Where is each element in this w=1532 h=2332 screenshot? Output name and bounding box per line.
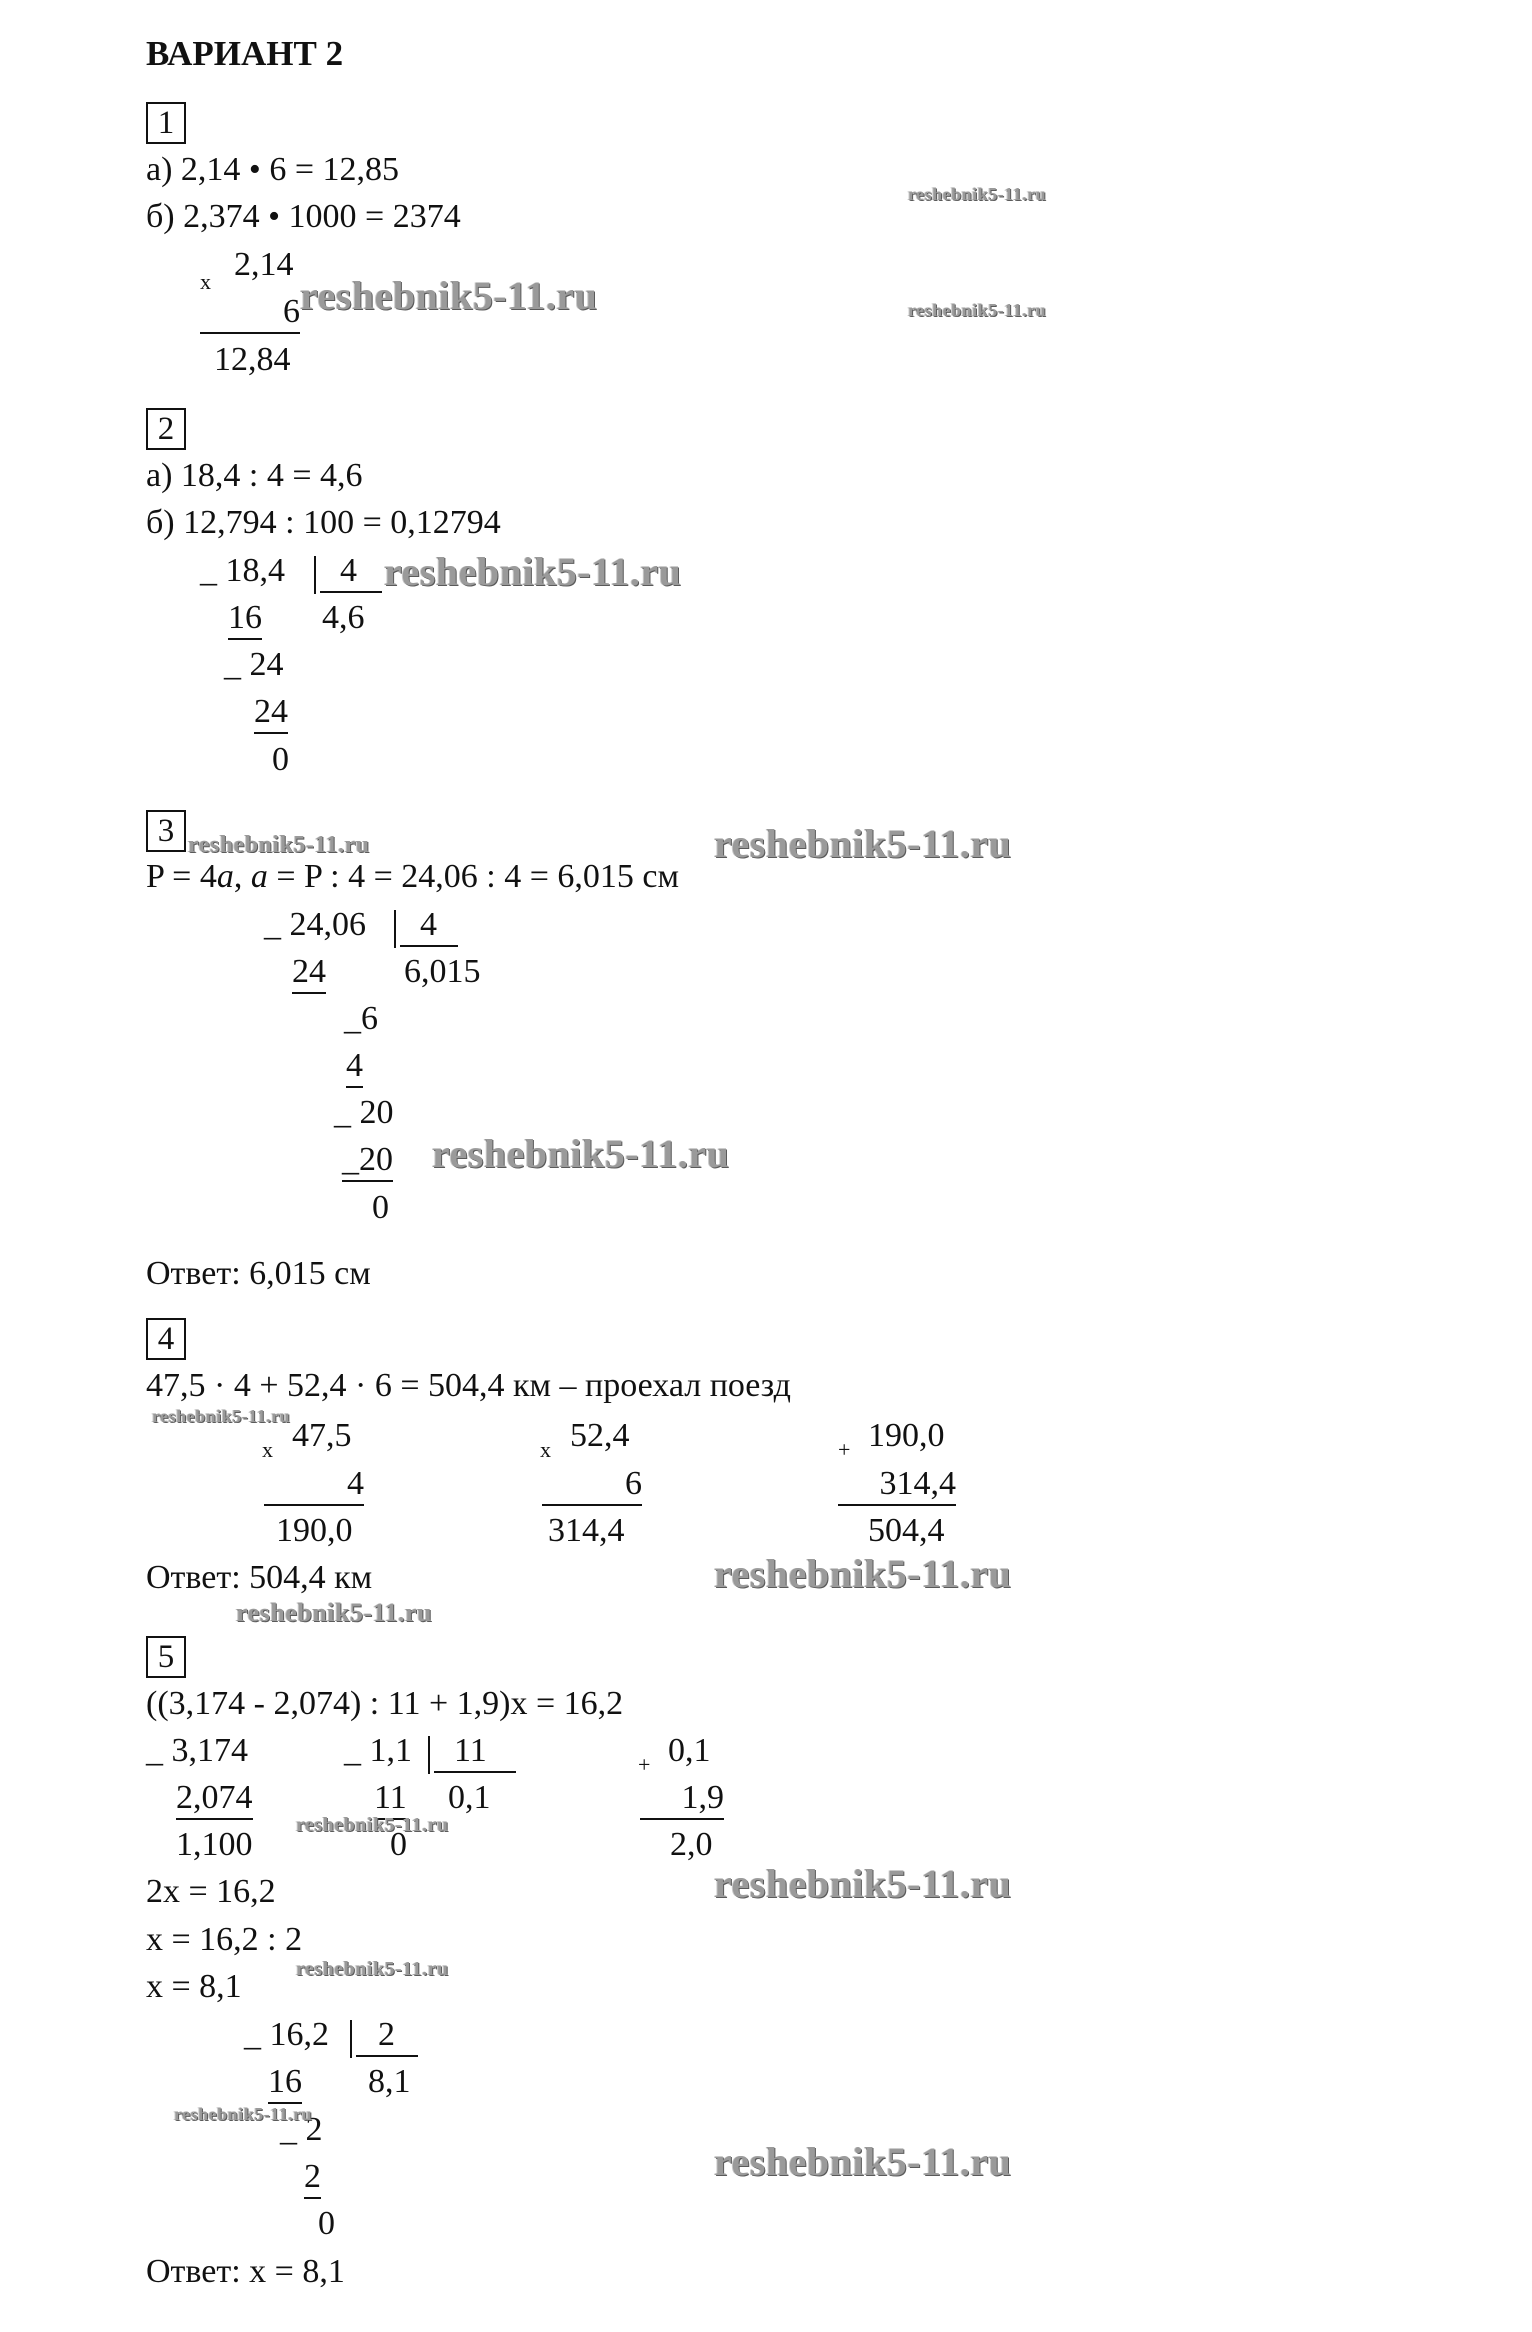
task-1-mult-sign: x xyxy=(200,269,211,294)
task-5-div2-quotient: 8,1 xyxy=(368,2063,411,2100)
task-4-mult-2-result: 314,4 xyxy=(548,1512,625,1549)
task-2-rest: 0 xyxy=(272,741,289,778)
task-2-line-a: а) 18,4 : 4 = 4,6 xyxy=(146,457,363,494)
task-5-add-result: 2,0 xyxy=(670,1826,713,1863)
watermark-text: reshebnik5-11.ru xyxy=(908,300,1047,320)
task-5-div2-dividend: _ 16,2 xyxy=(244,2016,329,2053)
watermark-text: reshebnik5-11.ru xyxy=(714,821,1012,866)
task-3-quotient: 6,015 xyxy=(404,953,481,990)
task-5-add-bottom: 1,9 xyxy=(640,1778,724,1820)
task-1-line-b: б) 2,374 • 1000 = 2374 xyxy=(146,198,461,235)
task-4-add-top: 190,0 xyxy=(868,1417,945,1454)
task-3-var-a-1: a xyxy=(216,858,234,895)
task-3-number-box: 3 xyxy=(146,810,186,852)
watermark-text: reshebnik5-11.ru xyxy=(384,549,682,594)
task-2-number-box: 2 xyxy=(146,408,186,450)
task-4-mult-2-sign: x xyxy=(540,1437,551,1462)
task-2-quotient: 4,6 xyxy=(322,599,365,636)
task-1-line-a: а) 2,14 • 6 = 12,85 xyxy=(146,151,399,188)
task-5-line-3: x = 8,1 xyxy=(146,1968,242,2005)
page-title: ВАРИАНТ 2 xyxy=(146,34,344,73)
task-5-line-1: 2x = 16,2 xyxy=(146,1873,276,1910)
task-5-sub-result: 1,100 xyxy=(176,1826,253,1863)
task-1-result: 12,84 xyxy=(214,341,291,378)
task-4-add-sign: + xyxy=(838,1437,851,1462)
watermark-text: reshebnik5-11.ru xyxy=(714,1551,1012,1596)
task-3-dividend: _ 24,06 xyxy=(264,906,366,943)
task-5-div2-rest: 0 xyxy=(318,2205,335,2242)
task-5-div2-step-1: 16 xyxy=(268,2062,302,2104)
task-5-div-divisor: 11 xyxy=(434,1731,516,1773)
task-1-top-number: 2,14 xyxy=(234,246,294,283)
task-5-answer: Ответ: x = 8,1 xyxy=(146,2253,345,2290)
watermark-text: reshebnik5-11.ru xyxy=(714,1861,1012,1906)
task-3-formula xyxy=(146,857,679,897)
watermark-text: reshebnik5-11.ru xyxy=(432,1131,730,1176)
task-3-divisor: 4 xyxy=(400,905,458,947)
task-5-div-quotient: 0,1 xyxy=(448,1779,491,1816)
task-3-step-4: _ 20 xyxy=(334,1094,394,1131)
task-5-div-dividend: _ 1,1 xyxy=(344,1732,412,1769)
task-2-dividend: _ 18,4 xyxy=(200,552,285,589)
task-3-rest: 0 xyxy=(372,1189,389,1226)
task-4-add-result: 504,4 xyxy=(868,1512,945,1549)
watermark-text: reshebnik5-11.ru xyxy=(152,1406,291,1426)
task-5-division-bar xyxy=(428,1736,430,1774)
task-5-div2-step-2: _ 2 xyxy=(280,2111,323,2148)
task-4-mult-2-top: 52,4 xyxy=(570,1417,630,1454)
task-4-mult-1-sign: x xyxy=(262,1437,273,1462)
task-3-step-2: _6 xyxy=(344,1000,378,1037)
task-3-step-1: 24 xyxy=(292,952,326,994)
task-3-formula-mid: , xyxy=(233,858,251,895)
task-3-answer: Ответ: 6,015 см xyxy=(146,1255,371,1292)
task-2-step-3: 24 xyxy=(254,692,288,734)
task-5-division-2-bar xyxy=(350,2020,352,2058)
watermark-text: reshebnik5-11.ru xyxy=(714,2139,1012,2184)
task-4-equation: 47,5 · 4 + 52,4 · 6 = 504,4 км – проехал поезд xyxy=(146,1367,791,1404)
task-2-divisor: 4 xyxy=(320,551,382,593)
watermark-text: reshebnik5-11.ru xyxy=(174,2104,313,2124)
task-5-sub-top: _ 3,174 xyxy=(146,1732,248,1769)
task-5-add-sign: + xyxy=(638,1752,651,1777)
task-5-div2-divisor: 2 xyxy=(356,2015,418,2057)
task-4-number-box: 4 xyxy=(146,1318,186,1360)
task-4-mult-2-bottom: 6 xyxy=(542,1464,642,1506)
task-3-formula-post: = P : 4 = 24,06 : 4 = 6,015 см xyxy=(267,858,679,895)
task-3-step-3: 4 xyxy=(346,1046,363,1088)
watermark-text: reshebnik5-11.ru xyxy=(296,1814,449,1836)
task-3-formula-pre: P = 4 xyxy=(146,858,217,895)
task-5-number-box: 5 xyxy=(146,1636,186,1678)
task-3-step-5: _20 xyxy=(342,1140,393,1182)
task-2-division-bar xyxy=(314,556,316,594)
task-2-step-1: 16 xyxy=(228,598,262,640)
task-2-line-b: б) 12,794 : 100 = 0,12794 xyxy=(146,504,501,541)
watermark-text: reshebnik5-11.ru xyxy=(296,1958,449,1980)
watermark-text: reshebnik5-11.ru xyxy=(236,1598,433,1627)
watermark-text: reshebnik5-11.ru xyxy=(300,273,598,318)
task-1-number-box: 1 xyxy=(146,102,186,144)
task-5-div-step: 11 xyxy=(374,1778,407,1820)
task-5-add-top: 0,1 xyxy=(668,1732,711,1769)
task-4-mult-1-top: 47,5 xyxy=(292,1417,352,1454)
task-5-line-2: x = 16,2 : 2 xyxy=(146,1921,303,1958)
task-4-mult-1-result: 190,0 xyxy=(276,1512,353,1549)
task-2-step-2: _ 24 xyxy=(224,646,284,683)
task-3-var-a-2: a xyxy=(250,858,268,895)
task-3-division-bar xyxy=(394,910,396,948)
task-5-div-rest: 0 xyxy=(390,1826,407,1863)
task-4-mult-1-bottom: 4 xyxy=(264,1464,364,1506)
task-5-div2-step-3: 2 xyxy=(304,2157,321,2199)
task-5-equation: ((3,174 - 2,074) : 11 + 1,9)x = 16,2 xyxy=(146,1685,624,1722)
watermark-text: reshebnik5-11.ru xyxy=(908,184,1047,204)
task-1-multiplier: 6 xyxy=(200,292,300,334)
task-4-answer: Ответ: 504,4 км xyxy=(146,1559,373,1596)
task-5-sub-bottom: 2,074 xyxy=(176,1778,253,1820)
watermark-text: reshebnik5-11.ru xyxy=(188,832,370,858)
task-4-add-bottom: 314,4 xyxy=(838,1464,956,1506)
